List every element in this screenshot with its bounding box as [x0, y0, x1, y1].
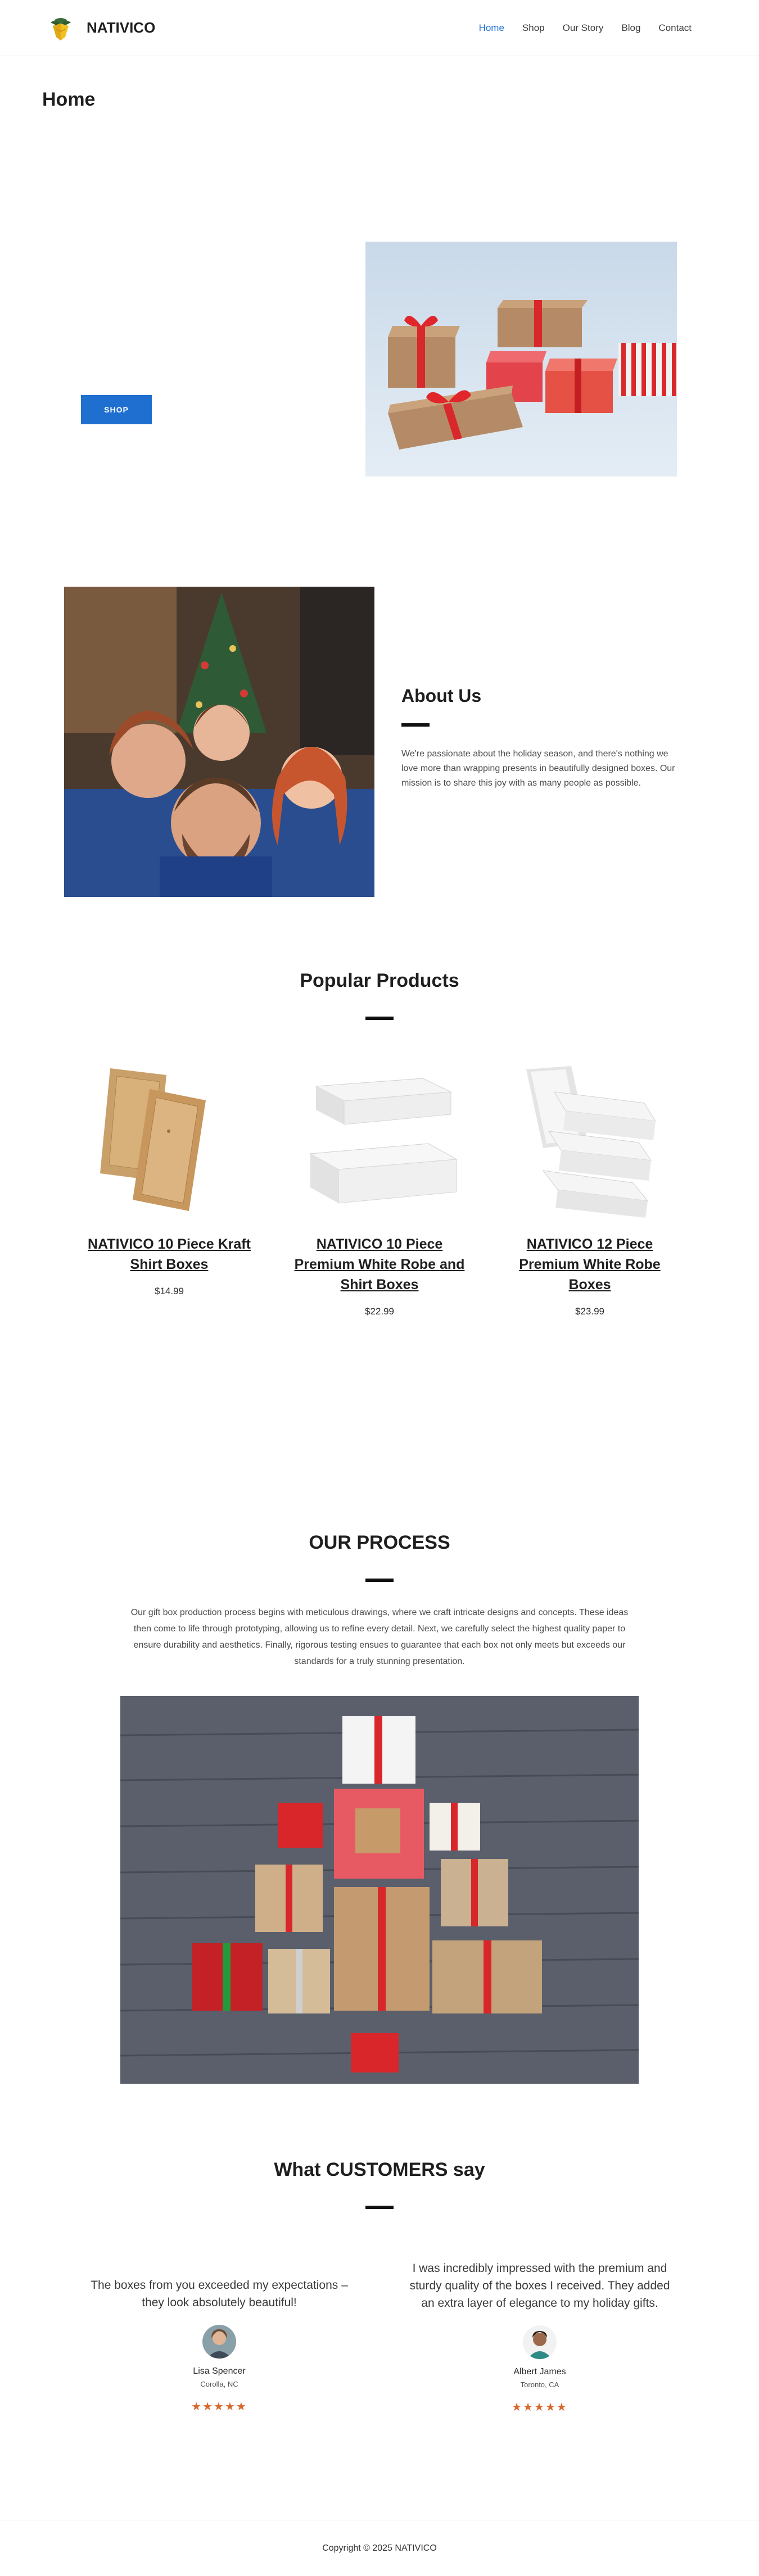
about-section	[0, 545, 759, 938]
page-title: Home	[42, 89, 96, 110]
main-nav	[479, 22, 692, 34]
hero-gift-boxes-image	[365, 242, 677, 477]
gift-tree-photo	[120, 1696, 639, 2084]
nav-shop[interactable]: Shop	[522, 22, 545, 33]
star-rating-icon: ★★★★★	[512, 2401, 568, 2414]
nav-blog[interactable]: Blog	[621, 22, 641, 33]
process-section	[0, 1455, 759, 2124]
customer-name: Albert James	[513, 2367, 566, 2377]
brand[interactable]	[45, 12, 155, 44]
nav-our-story[interactable]: Our Story	[562, 22, 604, 33]
product-price: $22.99	[365, 1306, 394, 1317]
product-card	[504, 1058, 676, 1317]
product-name[interactable]: NATIVICO 10 Piece Premium White Robe and Shirt Boxes	[294, 1236, 465, 1292]
testimonials-title-rule	[365, 2206, 394, 2209]
site-header	[0, 0, 759, 56]
about-body: We're passionate about the holiday season, and there's nothing we love more than wrapping presents in beautifully designed boxes. Our mission is to share this joy with as many people as possible.	[401, 749, 675, 788]
site-footer	[0, 2520, 759, 2576]
nav-home[interactable]: Home	[478, 22, 504, 33]
testimonials-section	[0, 2124, 759, 2520]
product-card	[83, 1058, 255, 1317]
process-title-rule	[365, 1579, 394, 1582]
testimonial-grid	[0, 2260, 759, 2414]
testimonial-quote: I was incredibly impressed with the premium and sturdy quality of the boxes I received. They added an extra layer of elegance to my holiday gifts.	[409, 2262, 670, 2310]
customer-name: Lisa Spencer	[193, 2366, 246, 2376]
brand-name: NATIVICO	[87, 19, 156, 36]
products-section	[0, 938, 759, 1455]
customer-location: Toronto, CA	[520, 2380, 559, 2389]
customer-location: Corolla, NC	[200, 2380, 238, 2388]
product-price: $14.99	[155, 1286, 184, 1296]
testimonial-quote: The boxes from you exceeded my expectations – they look absolutely beautiful!	[91, 2279, 348, 2309]
hero-section	[0, 185, 759, 545]
kraft-box-image[interactable]	[83, 1058, 255, 1221]
product-price: $23.99	[575, 1306, 604, 1317]
white-robe-box-image[interactable]	[504, 1058, 676, 1221]
product-grid	[0, 1058, 759, 1317]
product-name[interactable]: NATIVICO 10 Piece Kraft Shirt Boxes	[88, 1236, 251, 1272]
testimonial-card	[84, 2260, 354, 2414]
copyright-text: Copyright © 2025 NATIVICO	[322, 2543, 437, 2553]
avatar	[202, 2325, 236, 2359]
shop-button[interactable]: SHOP	[81, 395, 152, 424]
product-name[interactable]: NATIVICO 12 Piece Premium White Robe Boxes	[519, 1236, 661, 1292]
testimonial-card	[405, 2260, 675, 2414]
testimonials-title: What CUSTOMERS say	[274, 2159, 485, 2180]
nav-contact[interactable]: Contact	[658, 22, 692, 33]
about-title-rule	[401, 723, 430, 727]
logo-icon	[45, 12, 76, 44]
product-card	[293, 1058, 466, 1317]
about-title: About Us	[401, 686, 482, 706]
products-title-rule	[365, 1017, 394, 1020]
process-title: OUR PROCESS	[309, 1532, 450, 1553]
star-rating-icon: ★★★★★	[191, 2401, 247, 2413]
process-body: Our gift box production process begins with meticulous drawings, where we craft intricate designs and concepts. These ideas then come to life through prototyping, allowing us to refine every detail. Next, we carefully select the highest quality paper to ensure durability and aesthetics. Finally, rigorous testing ensues to guarantee that each box not only meets but exceeds our standards for a truly stunning presentation.	[130, 1608, 629, 1666]
white-robe-shirt-box-image[interactable]	[293, 1058, 466, 1221]
family-christmas-photo	[64, 587, 374, 897]
about-text	[401, 686, 677, 791]
products-title: Popular Products	[300, 970, 459, 991]
avatar	[523, 2325, 557, 2359]
